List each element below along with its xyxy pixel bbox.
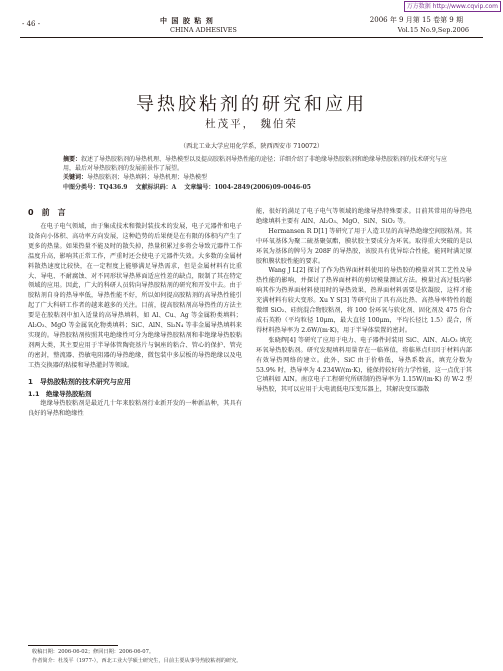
right-column (256, 207, 472, 395)
right-paragraph-1: 能，很好的满足了电子电气等领域的绝缘导热特殊要求。目前其常用的导热电绝缘填料主要有 AlN、Al₂O₃、MgO、SiN、SiO₂ 等。 (256, 208, 472, 225)
left-column (28, 222, 242, 418)
right-paragraph-2: Hermansen R D[1] 等研究了用于人造卫星的高导热绝缘空间胶粘剂。其中环氧基体为聚二硫基聚氨酯，膜状胶主要成分为环氧。取得重大突破的是以环氧为基体的牌号为 208F 的导热胶，该胶具有优异综合性能，能同时满足原胶和膜状胶性能的要求。 (256, 227, 472, 265)
footnote-received: 收稿日期：2006-06-02；修回日期：2006-06-07。 (32, 649, 155, 655)
right-paragraph-4: 张晓辉[4] 等研究了应用于电力、电子器件封装用 SiC、AlN、Al₂O₃ 填充环氧导热胶粘剂。研究发现填料用量存在一临界值，将临界点归因于材料内部有效导热网络的建立。此外，SiC 由于价格低，导热系数高，填充分数为 53.9% 时，热导率为 4.234W/(m·K)，能保持较好的力学性能，这一点优于其它填料如 AlN。南京电子工程研究所研制的热导率为 1.15W/(m·K) 的 W-2 型导热胶，其可以应用于大电流低电压变压器上，其解决变压器散 (256, 336, 472, 394)
section-1-heading: 1 导热胶粘剂的技术研究与应用 (28, 377, 131, 386)
author-affiliation: （西北工业大学应用化学系，陕西西安市 710072） (179, 143, 324, 150)
footnote-rule (28, 645, 118, 646)
issue-date-cn: 2006 年 9 月第 15 卷第 9 期 (369, 16, 463, 24)
abstract-text: 叙述了导热胶粘剂的导热机理、导热模型以及提高胶粘剂导热性能的途径；详细介绍了非绝缘导热胶粘剂和绝缘导热胶粘剂的技术研究与应用，最后对导热胶粘剂的发展前景作了展望。 (63, 156, 448, 172)
intro-paragraph: 在电子电气领域，由于集成技术和微封装技术的发展，电子元器件和电子设备向小体积、高功率方向发展，这种趋势的后果便是在有限的体积内产生了更多的热量。如果热量不能及时的散失掉，热量积累过多将会导致元器件工作温度升高，影响其正常工作，严重时还会使电子元器件失效。大多数的金属材料散热速度比较快，在一定程度上能够满足导热需求，但是金属材料有比重大、导电、不耐腐蚀、对不同形状导热界面适应性差的缺点，限制了其在特定领域的应用。因此，广大的科研人员转向导热胶粘剂的研究和开发中去。由于胶粘剂自身的热导率低，导热性能不好，所以如何提高胶粘剂的高导热性能引起了广大科研工作者的越来越多的关注。目前，提高胶粘剂高导热性的方法主要是在胶粘剂中加入适量的高导热填料，如 Al、Cu、Ag 等金属粉类填料；Al₂O₃、MgO 等金属氧化物类填料；SiC、AlN、Si₃N₄ 等非金属导热填料来实现的。导热胶粘剂按照其电绝缘性可分为绝缘导热胶粘剂和非绝缘导热胶粘剂两大类，其主要应用于半导体管陶瓷基片与铜座的粘合、管心的保护、管壳的密封，整流器、热敏电阻器的导热绝缘，微包装中多层板的导热绝缘以及电工热交换器的粘接和导热灌封等领域。 (28, 223, 242, 369)
footnote-author: 作者简介：杜茂平（1977-），西北工业大学硕士研究生，目前主要从事导热胶粘剂的研究。 (32, 658, 242, 664)
keywords-text: 导热胶粘剂；导热填料；导热机理；导热模型 (87, 174, 208, 181)
intro-heading: 0 前 言 (28, 208, 66, 217)
abstract-label: 摘要： (63, 156, 82, 163)
page-number: - 46 - (22, 20, 41, 28)
classification-line: 中图分类号：TQ436.9 文献标识码：A 文章编号：1004-2849(2006)09-0046-05 (63, 184, 311, 191)
article-authors: 杜茂平， 魏伯荣 (205, 118, 298, 130)
keywords-label: 关键词： (63, 174, 88, 181)
volume-en: Vol.15 No.9,Sep.2006 (397, 26, 469, 34)
journal-name-cn: 中 国 胶 粘 剂 (160, 16, 214, 25)
journal-name-en: CHINA ADHESIVES (170, 26, 237, 34)
keywords (63, 174, 457, 183)
right-paragraph-3: Wang J L[2] 探讨了作为热界面材料使用的导热胶的模量对其工艺性及导热性能的影响，并探讨了热界面材料的剪切模量测试方法。模量过高过低均影响其作为热界面材料使用时的导热效果，热界面材料需要是软凝胶，这样才能充满材料有较大变形。Xu Y S[3] 等研究出了具有高比热、高热导率特性的超微细 SiO₂、硅烷混合物胶粘剂，将 100 份环氧与软化剂、固化剂及 475 份合成石英粉（平均粒径 10μm，最大直径 100μm，平均长径比 1.5）混合，所得材料热导率为 2.6W/(m·K)，用于半导体装置的密封。 (256, 267, 472, 334)
header-rule (20, 37, 483, 38)
article-title: 导热胶粘剂的研究和应用 (136, 94, 367, 115)
watermark-stamp: 万方数据 http://www.cqvip.com (404, 1, 501, 12)
abstract (63, 156, 457, 173)
section-1-1-paragraph: 绝缘导热胶粘剂是最近几十年来胶粘剂行业新开发的一种新品种，其具有良好的导热和绝缘性 (28, 399, 242, 417)
section-1-1-heading: 1.1 绝缘导热胶粘剂 (28, 389, 92, 398)
